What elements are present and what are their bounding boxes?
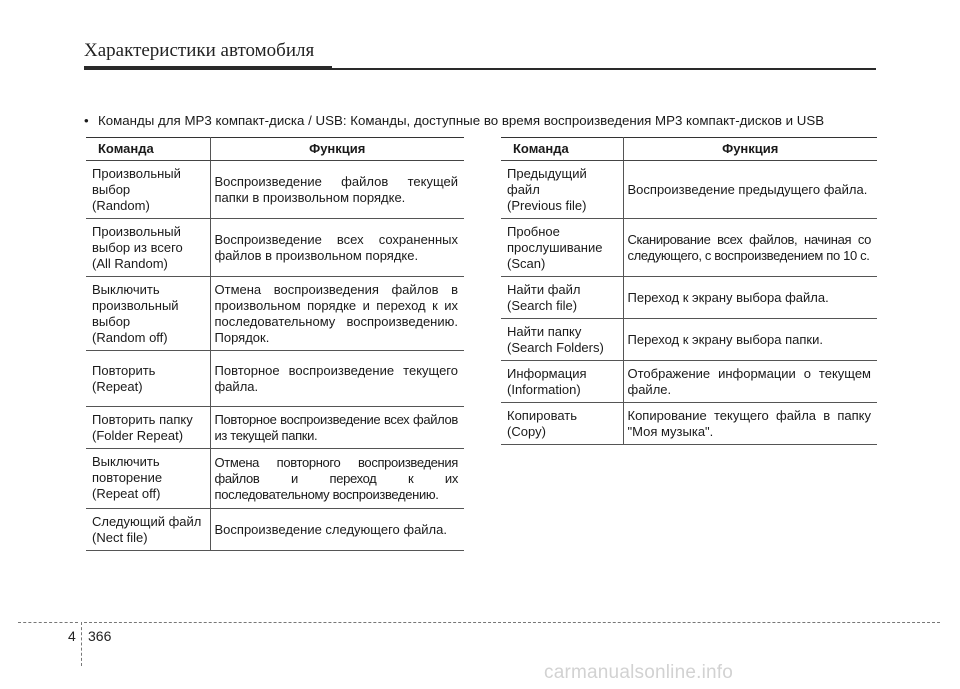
table-row bbox=[86, 407, 464, 449]
intro-text: Команды для MP3 компакт-диска / USB: Команды, доступные во время воспроизведения MP3 компакт-дисков и USB bbox=[98, 113, 825, 128]
commands-table-right bbox=[501, 137, 877, 445]
table-row bbox=[86, 449, 464, 509]
command-cell bbox=[501, 403, 623, 445]
command-cell bbox=[86, 509, 210, 551]
bullet-icon: • bbox=[84, 113, 89, 128]
command-cell bbox=[86, 351, 210, 407]
column-header-function: Функция bbox=[210, 138, 464, 161]
function-cell: Копирование текущего файла в папку "Моя музыка". bbox=[623, 403, 877, 445]
column-header-command: Команда bbox=[86, 138, 210, 161]
section-title: Характеристики автомобиля bbox=[84, 40, 315, 61]
command-text: Предыдущий файл (Previous file) bbox=[507, 166, 587, 213]
table-header-row bbox=[501, 138, 877, 161]
footer-divider-left bbox=[18, 622, 78, 623]
chapter-number: 4 bbox=[68, 628, 76, 644]
table-row bbox=[501, 277, 877, 319]
command-text: Выключить повторение (Repeat off) bbox=[92, 454, 163, 501]
function-cell: Воспроизведение файлов текущей папки в произвольном порядке. bbox=[210, 161, 464, 219]
command-text: Повторить папку (Folder Repeat) bbox=[92, 412, 193, 443]
table-row bbox=[501, 403, 877, 445]
command-text: Информация (Information) bbox=[507, 366, 587, 397]
page-number: 366 bbox=[88, 628, 112, 644]
table-row bbox=[86, 351, 464, 407]
table-row bbox=[501, 319, 877, 361]
table-header-row bbox=[86, 138, 464, 161]
function-cell: Отображение информации о текущем файле. bbox=[623, 361, 877, 403]
command-cell bbox=[86, 161, 210, 219]
commands-table-left bbox=[86, 137, 464, 551]
table-row bbox=[86, 509, 464, 551]
table-row bbox=[86, 161, 464, 219]
table-row bbox=[86, 219, 464, 277]
command-cell bbox=[86, 219, 210, 277]
command-text: Пробное прослушивание (Scan) bbox=[507, 224, 603, 271]
function-cell: Воспроизведение следующего файла. bbox=[210, 509, 464, 551]
command-text: Следующий файл (Nect file) bbox=[92, 514, 202, 545]
command-cell bbox=[501, 277, 623, 319]
command-text: Найти папку (Search Folders) bbox=[507, 324, 604, 355]
function-cell: Отмена повторного воспроизведения файлов и переход к их последовательному воспроизведению. bbox=[210, 449, 464, 509]
function-cell: Повторное воспроизведение текущего файла. bbox=[210, 351, 464, 407]
column-header-command: Команда bbox=[501, 138, 623, 161]
function-cell: Воспроизведение предыдущего файла. bbox=[623, 161, 877, 219]
footer-vertical-divider bbox=[81, 622, 82, 666]
command-cell bbox=[501, 319, 623, 361]
command-cell bbox=[86, 449, 210, 509]
function-cell: Отмена воспроизведения файлов в произвольном порядке и переход к их последовательному воспроизведению. Порядок. bbox=[210, 277, 464, 351]
command-text: Выключить произвольный выбор (Random off) bbox=[92, 282, 179, 345]
table-row bbox=[501, 161, 877, 219]
title-underline-thick bbox=[84, 66, 332, 70]
watermark: carmanualsonline.info bbox=[544, 662, 734, 683]
command-cell bbox=[501, 361, 623, 403]
column-header-function: Функция bbox=[623, 138, 877, 161]
function-cell: Воспроизведение всех сохраненных файлов в произвольном порядке. bbox=[210, 219, 464, 277]
command-cell bbox=[501, 219, 623, 277]
command-cell bbox=[86, 407, 210, 449]
table-row bbox=[501, 361, 877, 403]
function-cell: Переход к экрану выбора файла. bbox=[623, 277, 877, 319]
command-cell bbox=[86, 277, 210, 351]
command-cell bbox=[501, 161, 623, 219]
function-cell: Сканирование всех файлов, начиная со следующего, с воспроизведением по 10 с. bbox=[623, 219, 877, 277]
title-underline-thin bbox=[332, 68, 876, 70]
command-text: Произвольный выбор (Random) bbox=[92, 166, 181, 213]
command-text: Произвольный выбор из всего (All Random) bbox=[92, 224, 183, 271]
table-row bbox=[86, 277, 464, 351]
footer-divider-right bbox=[84, 622, 940, 623]
command-text: Копировать (Copy) bbox=[507, 408, 577, 439]
intro-paragraph bbox=[84, 113, 884, 128]
command-text: Найти файл (Search file) bbox=[507, 282, 581, 313]
function-cell: Повторное воспроизведение всех файлов из текущей папки. bbox=[210, 407, 464, 449]
table-row bbox=[501, 219, 877, 277]
command-text: Повторить (Repeat) bbox=[92, 363, 156, 394]
function-cell: Переход к экрану выбора папки. bbox=[623, 319, 877, 361]
